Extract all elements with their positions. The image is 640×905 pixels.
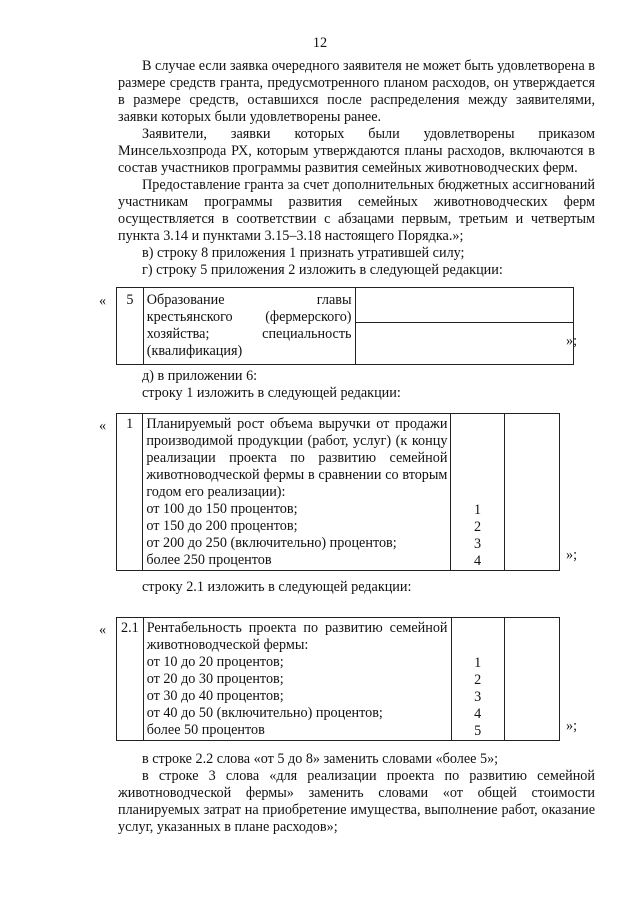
row-description: Образование главы крестьянского (фермерского) хозяйства; специальность (квалификация) [143, 288, 355, 365]
score-value: 5 [474, 723, 482, 739]
text-block-middle [118, 368, 595, 402]
option-row: от 30 до 40 процентов; [146, 688, 284, 704]
paragraph-9: в строке 2.2 слова «от 5 до 8» заменить словами «более 5»; [142, 751, 499, 767]
page-number: 12 [312, 35, 328, 51]
paragraph-10: в строке 3 слова «для реализации проекта по развитию семейной животноводческой фермы» заменить словами «от общей стоимости планируемых затрат на приобретение имущества, выполнение работ, оказание услуг, указанных в плане расходов»; [118, 768, 595, 835]
option-row: от 10 до 20 процентов; [146, 654, 284, 670]
option-row: от 40 до 50 (включительно) процентов; [146, 705, 383, 721]
table-row-2-1 [116, 617, 560, 741]
paragraph-6: д) в приложении 6: [142, 368, 258, 384]
quote-open-3: « [99, 622, 107, 638]
score-value: 1 [474, 502, 482, 518]
option-row: от 200 до 250 (включительно) процентов; [146, 535, 397, 551]
row-description: Рентабельность проекта по развитию семейной животноводческой фермы: от 10 до 20 процентов; от 20 до 30 процентов; от 30 до 40 процентов; от 40 до 50 (включительно) процентов; более 50 процентов [143, 618, 451, 741]
empty-value-cell [504, 618, 559, 741]
option-row: от 150 до 200 процентов; [146, 518, 298, 534]
paragraph-7: строку 1 изложить в следующей редакции: [142, 385, 401, 401]
table-row-5 [116, 287, 574, 365]
option-row: более 250 процентов [146, 552, 272, 568]
quote-close-2: »; [566, 547, 578, 563]
paragraph-8: строку 2.1 изложить в следующей редакции: [142, 579, 412, 595]
paragraph-1: В случае если заявка очередного заявителя не может быть удовлетворена в размере средств гранта, предусмотренного планом расходов, он утверждается в размере средств, оставшихся после распределения между заявителями, заявки которых были удовлетворены ранее. [118, 58, 595, 125]
quote-open-1: « [99, 293, 107, 309]
score-value: 4 [474, 553, 482, 569]
row-description: Планируемый рост объема выручки от продажи производимой продукции (работ, услуг) (к концу реализации проекта по развитию семейной животноводческой фермы в сравнении со вторым годом его реализации): от 100 до 150 процентов; от 150 до 200 процентов; от 200 до 250 (включительно) процентов; более 250 процентов [143, 414, 451, 571]
empty-subcell [356, 323, 573, 357]
text-block-bottom [118, 751, 595, 836]
score-value: 4 [474, 706, 482, 722]
score-value: 3 [474, 536, 482, 552]
paragraph-5: г) строку 5 приложения 2 изложить в следующей редакции: [142, 262, 503, 278]
option-row: от 100 до 150 процентов; [146, 501, 298, 517]
score-value: 2 [474, 519, 482, 535]
score-value: 1 [474, 655, 482, 671]
row-number: 2.1 [117, 618, 144, 741]
score-value: 2 [474, 672, 482, 688]
score-cell [451, 618, 504, 741]
option-row: от 20 до 30 процентов; [146, 671, 284, 687]
option-row: более 50 процентов [146, 722, 265, 738]
empty-value-cell [504, 414, 559, 571]
text-block-lower [118, 579, 595, 596]
quote-close-1: »; [566, 333, 578, 349]
option-list [147, 654, 448, 739]
quote-close-3: »; [566, 718, 578, 734]
row-number: 1 [117, 414, 143, 571]
score-value: 3 [474, 689, 482, 705]
quote-open-2: « [99, 418, 107, 434]
paragraph-2: Заявители, заявки которых были удовлетворены приказом Минсельхозпрода РХ, которым утверждаются планы расходов, включаются в состав участников программы развития семейных животноводческих ферм. [118, 126, 595, 176]
option-list [146, 501, 447, 569]
paragraph-3: Предоставление гранта за счет дополнительных бюджетных ассигнований участникам программы развития семейных животноводческих ферм осуществляется в соответствии с абзацами первым, третьим и четвертым пункта 3.14 и пунктами 3.15–3.18 настоящего Порядка.»; [118, 177, 595, 244]
empty-subcell [356, 288, 573, 323]
table-row-1 [116, 413, 560, 571]
empty-value-cell [355, 288, 573, 365]
text-block-top [118, 58, 595, 279]
score-cell [451, 414, 504, 571]
paragraph-4: в) строку 8 приложения 1 признать утратившей силу; [142, 245, 465, 261]
row-number: 5 [117, 288, 144, 365]
